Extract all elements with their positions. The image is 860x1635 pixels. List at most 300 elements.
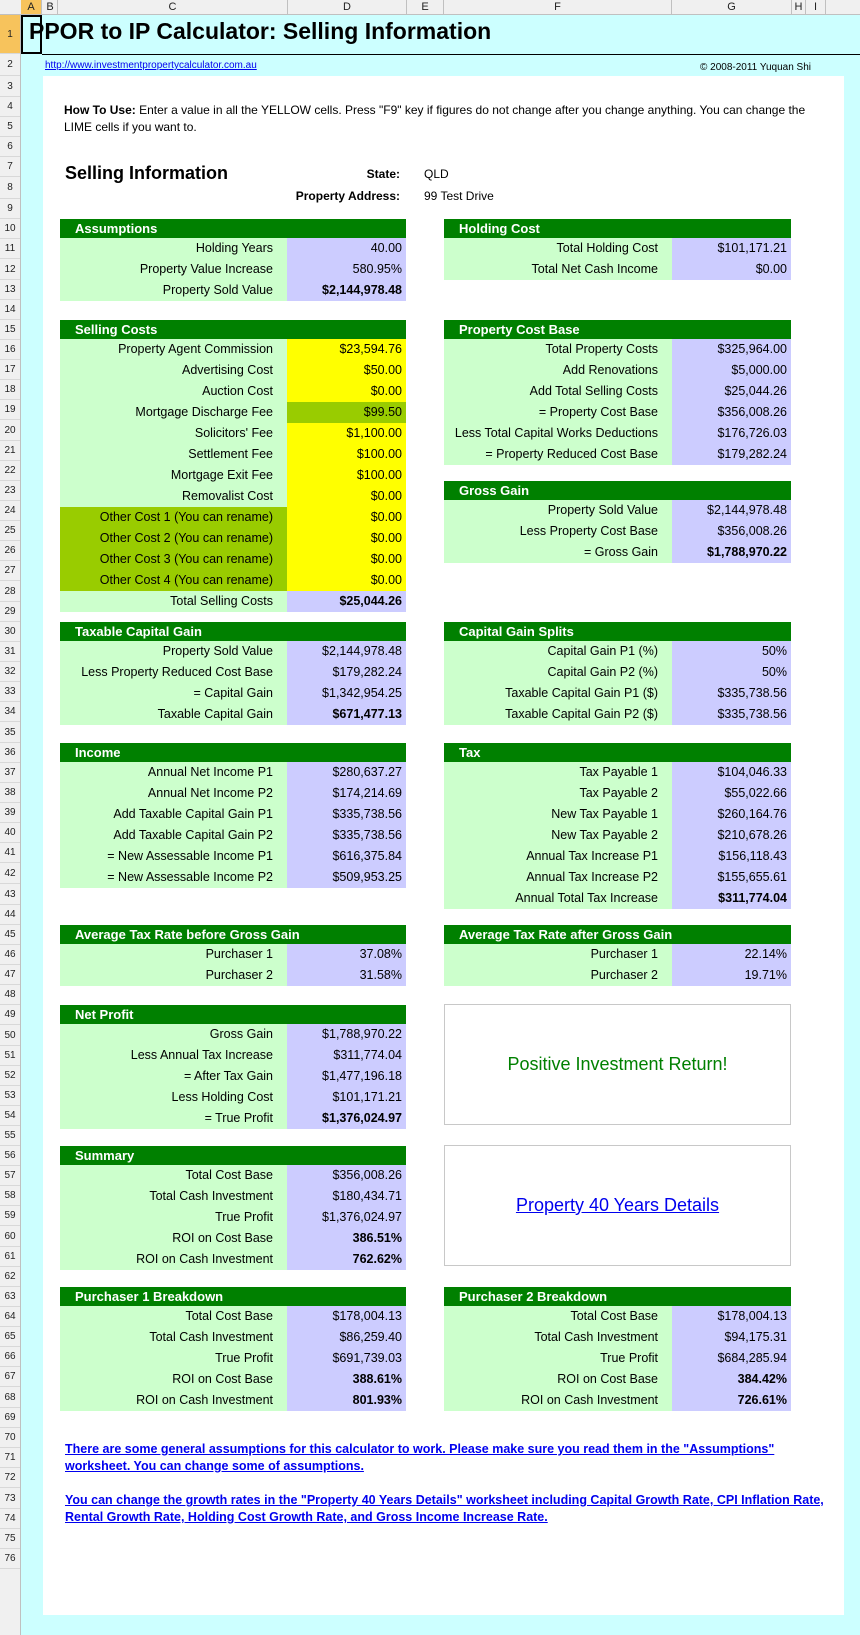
value-cell: $94,175.31 bbox=[672, 1327, 791, 1348]
investment-result-box bbox=[444, 1004, 791, 1125]
value-cell: 388.61% bbox=[287, 1369, 406, 1390]
row-label: ROI on Cost Base bbox=[60, 1369, 287, 1390]
table-row bbox=[60, 549, 406, 570]
value-cell: $1,788,970.22 bbox=[672, 542, 791, 563]
row-header-76[interactable]: 76 bbox=[0, 1549, 20, 1569]
row-label: = New Assessable Income P2 bbox=[60, 867, 287, 888]
table-row bbox=[444, 521, 791, 542]
row-label: Add Taxable Capital Gain P1 bbox=[60, 804, 287, 825]
p2-breakdown-table bbox=[444, 1287, 791, 1411]
value-cell: $25,044.26 bbox=[672, 381, 791, 402]
row-label: ROI on Cash Investment bbox=[60, 1390, 287, 1411]
table-row bbox=[60, 259, 406, 280]
how-to-use-instructions bbox=[64, 102, 824, 136]
row-header-58[interactable]: 58 bbox=[0, 1186, 20, 1206]
capital-gain-splits-table bbox=[444, 622, 791, 725]
value-cell: $335,738.56 bbox=[287, 825, 406, 846]
value-cell: $356,008.26 bbox=[672, 521, 791, 542]
table-row bbox=[60, 280, 406, 301]
table-row bbox=[60, 444, 406, 465]
selling-costs-header: Selling Costs bbox=[60, 320, 406, 339]
table-row bbox=[60, 683, 406, 704]
value-cell: 50% bbox=[672, 662, 791, 683]
row-header-29[interactable]: 29 bbox=[0, 602, 20, 622]
row-header-47[interactable]: 47 bbox=[0, 965, 20, 985]
row-header-38[interactable]: 38 bbox=[0, 783, 20, 803]
value-cell: $1,477,196.18 bbox=[287, 1066, 406, 1087]
table-row bbox=[60, 704, 406, 725]
table-row bbox=[60, 1108, 406, 1129]
row-header-8[interactable]: 8 bbox=[0, 177, 20, 199]
row-label: Less Property Reduced Cost Base bbox=[60, 662, 287, 683]
row-header-35[interactable]: 35 bbox=[0, 722, 20, 743]
table-row bbox=[60, 423, 406, 444]
row-label: True Profit bbox=[60, 1207, 287, 1228]
row-header-44[interactable]: 44 bbox=[0, 905, 20, 925]
column-header-g[interactable]: G bbox=[672, 0, 792, 14]
value-cell: $155,655.61 bbox=[672, 867, 791, 888]
avg-tax-after-table bbox=[444, 925, 791, 986]
row-label: Add Total Selling Costs bbox=[444, 381, 672, 402]
income-table bbox=[60, 743, 406, 888]
table-row bbox=[444, 867, 791, 888]
how-to-use-text: Enter a value in all the YELLOW cells. Press "F9" key if figures do not change after you change anything. You can change the LIME cells if you want to. bbox=[64, 103, 806, 134]
holding-cost-table bbox=[444, 219, 791, 280]
row-header-15[interactable]: 15 bbox=[0, 320, 20, 340]
gross-gain-header: Gross Gain bbox=[444, 481, 791, 500]
page-title: PPOR to IP Calculator: Selling Information bbox=[29, 18, 492, 44]
row-header-9[interactable]: 9 bbox=[0, 199, 20, 219]
row-header-46[interactable]: 46 bbox=[0, 945, 20, 965]
row-header-54[interactable]: 54 bbox=[0, 1106, 20, 1126]
property-cost-base-header: Property Cost Base bbox=[444, 320, 791, 339]
value-cell: $101,171.21 bbox=[672, 238, 791, 259]
row-header-68[interactable]: 68 bbox=[0, 1387, 20, 1408]
row-header-36[interactable]: 36 bbox=[0, 743, 20, 763]
tax-header: Tax bbox=[444, 743, 791, 762]
column-header-b[interactable]: B bbox=[43, 0, 58, 14]
tax-table bbox=[444, 743, 791, 909]
row-header-17[interactable]: 17 bbox=[0, 360, 20, 380]
row-label: Annual Net Income P1 bbox=[60, 762, 287, 783]
assumptions-note-link[interactable]: There are some general assumptions for this calculator to work. Please make sure you read them in the "Assumptions" worksheet. You can change some of assumptions. bbox=[65, 1442, 775, 1473]
gross-gain-table bbox=[444, 481, 791, 563]
row-header-61[interactable]: 61 bbox=[0, 1247, 20, 1267]
row-label: New Tax Payable 2 bbox=[444, 825, 672, 846]
taxable-capital-gain-header: Taxable Capital Gain bbox=[60, 622, 406, 641]
p1-breakdown-table bbox=[60, 1287, 406, 1411]
website-link[interactable]: http://www.investmentpropertycalculator.com.au bbox=[45, 60, 257, 71]
row-header-42[interactable]: 42 bbox=[0, 863, 20, 884]
row-label: New Tax Payable 1 bbox=[444, 804, 672, 825]
input-value-cell[interactable]: $99.50 bbox=[287, 402, 406, 423]
row-header-37[interactable]: 37 bbox=[0, 763, 20, 783]
value-cell: $178,004.13 bbox=[672, 1306, 791, 1327]
row-label: Capital Gain P1 (%) bbox=[444, 641, 672, 662]
value-cell: 22.14% bbox=[672, 944, 791, 965]
value-cell: $311,774.04 bbox=[672, 888, 791, 909]
row-label: Total Holding Cost bbox=[444, 238, 672, 259]
row-header-10[interactable]: 10 bbox=[0, 219, 20, 239]
row-label: Total Cash Investment bbox=[60, 1327, 287, 1348]
row-label: = Capital Gain bbox=[60, 683, 287, 704]
row-header-49[interactable]: 49 bbox=[0, 1005, 20, 1025]
value-cell: $179,282.24 bbox=[672, 444, 791, 465]
input-value-cell[interactable]: $0.00 bbox=[287, 486, 406, 507]
table-row bbox=[60, 570, 406, 591]
value-cell: 801.93% bbox=[287, 1390, 406, 1411]
state-value-cell[interactable]: QLD bbox=[424, 167, 449, 181]
row-header-52[interactable]: 52 bbox=[0, 1066, 20, 1086]
value-cell: $55,022.66 bbox=[672, 783, 791, 804]
row-header-62[interactable]: 62 bbox=[0, 1267, 20, 1287]
column-header-d[interactable]: D bbox=[288, 0, 407, 14]
row-header-2[interactable]: 2 bbox=[0, 54, 20, 76]
table-row bbox=[60, 1306, 406, 1327]
row-header-69[interactable]: 69 bbox=[0, 1408, 20, 1428]
row-label: Total Selling Costs bbox=[60, 591, 287, 612]
row-label: Capital Gain P2 (%) bbox=[444, 662, 672, 683]
value-cell: $335,738.56 bbox=[672, 704, 791, 725]
row-header-30[interactable]: 30 bbox=[0, 622, 20, 642]
avg-tax-after-header: Average Tax Rate after Gross Gain bbox=[444, 925, 791, 944]
row-label: True Profit bbox=[60, 1348, 287, 1369]
row-label: ROI on Cash Investment bbox=[444, 1390, 672, 1411]
value-cell: $210,678.26 bbox=[672, 825, 791, 846]
row-header-70[interactable]: 70 bbox=[0, 1428, 20, 1448]
row-header-4[interactable]: 4 bbox=[0, 97, 20, 117]
row-header-26[interactable]: 26 bbox=[0, 541, 20, 561]
row-header-25[interactable]: 25 bbox=[0, 521, 20, 541]
row-header-11[interactable]: 11 bbox=[0, 239, 20, 259]
table-row bbox=[60, 825, 406, 846]
table-row bbox=[60, 528, 406, 549]
table-row bbox=[444, 1348, 791, 1369]
table-row bbox=[444, 360, 791, 381]
value-cell: 19.71% bbox=[672, 965, 791, 986]
table-row bbox=[444, 339, 791, 360]
value-cell: $356,008.26 bbox=[672, 402, 791, 423]
income-header: Income bbox=[60, 743, 406, 762]
row-label: Annual Total Tax Increase bbox=[444, 888, 672, 909]
row-label: = Gross Gain bbox=[444, 542, 672, 563]
row-header-24[interactable]: 24 bbox=[0, 501, 20, 521]
row-header-19[interactable]: 19 bbox=[0, 400, 20, 420]
property-address-label: Property Address: bbox=[295, 189, 400, 203]
row-label[interactable]: Other Cost 2 (You can rename) bbox=[60, 528, 287, 549]
row-label: Property Sold Value bbox=[444, 500, 672, 521]
row-header-63[interactable]: 63 bbox=[0, 1287, 20, 1307]
row-label: Tax Payable 2 bbox=[444, 783, 672, 804]
table-row bbox=[444, 402, 791, 423]
table-row bbox=[444, 1306, 791, 1327]
input-value-cell[interactable]: $23,594.76 bbox=[287, 339, 406, 360]
value-cell: $311,774.04 bbox=[287, 1045, 406, 1066]
table-row bbox=[60, 1024, 406, 1045]
row-label: Purchaser 1 bbox=[444, 944, 672, 965]
value-cell: $86,259.40 bbox=[287, 1327, 406, 1348]
row-header-75[interactable]: 75 bbox=[0, 1529, 20, 1549]
value-cell: $179,282.24 bbox=[287, 662, 406, 683]
row-header-13[interactable]: 13 bbox=[0, 280, 20, 300]
row-label: ROI on Cash Investment bbox=[60, 1249, 287, 1270]
input-value-cell[interactable]: $0.00 bbox=[287, 570, 406, 591]
row-header-27[interactable]: 27 bbox=[0, 561, 20, 581]
row-label: Less Annual Tax Increase bbox=[60, 1045, 287, 1066]
table-row bbox=[60, 1087, 406, 1108]
row-label: Taxable Capital Gain P2 ($) bbox=[444, 704, 672, 725]
row-header-32[interactable]: 32 bbox=[0, 662, 20, 682]
holding-cost-header: Holding Cost bbox=[444, 219, 791, 238]
row-header-21[interactable]: 21 bbox=[0, 441, 20, 461]
table-row bbox=[60, 1066, 406, 1087]
row-header-16[interactable]: 16 bbox=[0, 340, 20, 360]
input-value-cell[interactable]: $0.00 bbox=[287, 381, 406, 402]
table-row bbox=[60, 591, 406, 612]
row-header-12[interactable]: 12 bbox=[0, 259, 20, 280]
growth-rates-note-link[interactable]: You can change the growth rates in the "Property 40 Years Details" worksheet including Capital Growth Rate, CPI Inflation Rate, Rental Growth Rate, Holding Cost Growth Rate, and Gross Income Increase Rate. bbox=[65, 1493, 824, 1524]
row-label: Annual Net Income P2 bbox=[60, 783, 287, 804]
table-row bbox=[444, 1327, 791, 1348]
row-header-53[interactable]: 53 bbox=[0, 1086, 20, 1106]
row-header-50[interactable]: 50 bbox=[0, 1025, 20, 1046]
row-label: ROI on Cost Base bbox=[444, 1369, 672, 1390]
net-profit-table bbox=[60, 1005, 406, 1129]
details-link-box bbox=[444, 1145, 791, 1266]
value-cell: $0.00 bbox=[672, 259, 791, 280]
table-row bbox=[60, 238, 406, 259]
row-label: Property Sold Value bbox=[60, 280, 287, 301]
column-header-c[interactable]: C bbox=[58, 0, 288, 14]
table-row bbox=[444, 542, 791, 563]
row-label: Add Renovations bbox=[444, 360, 672, 381]
input-value-cell[interactable]: $100.00 bbox=[287, 465, 406, 486]
row-header-57[interactable]: 57 bbox=[0, 1166, 20, 1186]
row-header-65[interactable]: 65 bbox=[0, 1327, 20, 1347]
row-label: Total Cost Base bbox=[60, 1165, 287, 1186]
table-row bbox=[60, 783, 406, 804]
row-label: Total Cash Investment bbox=[444, 1327, 672, 1348]
row-header-23[interactable]: 23 bbox=[0, 481, 20, 501]
value-cell: $1,788,970.22 bbox=[287, 1024, 406, 1045]
row-label: Advertising Cost bbox=[60, 360, 287, 381]
row-label: Less Property Cost Base bbox=[444, 521, 672, 542]
row-header-73[interactable]: 73 bbox=[0, 1488, 20, 1509]
title-divider bbox=[42, 54, 860, 55]
value-cell: $156,118.43 bbox=[672, 846, 791, 867]
row-label: Tax Payable 1 bbox=[444, 762, 672, 783]
table-row bbox=[444, 944, 791, 965]
how-to-use-label: How To Use: bbox=[64, 103, 136, 117]
table-row bbox=[444, 683, 791, 704]
input-value-cell[interactable]: $50.00 bbox=[287, 360, 406, 381]
value-cell: $671,477.13 bbox=[287, 704, 406, 725]
row-header-5[interactable]: 5 bbox=[0, 117, 20, 137]
table-row bbox=[444, 704, 791, 725]
row-header-72[interactable]: 72 bbox=[0, 1468, 20, 1488]
value-cell: $180,434.71 bbox=[287, 1186, 406, 1207]
value-cell: $2,144,978.48 bbox=[672, 500, 791, 521]
row-label: = After Tax Gain bbox=[60, 1066, 287, 1087]
row-label: Taxable Capital Gain P1 ($) bbox=[444, 683, 672, 704]
row-label: Taxable Capital Gain bbox=[60, 704, 287, 725]
row-label: Purchaser 2 bbox=[60, 965, 287, 986]
row-header-6[interactable]: 6 bbox=[0, 137, 20, 157]
table-row bbox=[60, 1390, 406, 1411]
row-header-41[interactable]: 41 bbox=[0, 843, 20, 863]
row-label: Less Total Capital Works Deductions bbox=[444, 423, 672, 444]
value-cell: 726.61% bbox=[672, 1390, 791, 1411]
table-row bbox=[444, 825, 791, 846]
table-row bbox=[60, 507, 406, 528]
property-40-years-details-link[interactable]: Property 40 Years Details bbox=[515, 1195, 720, 1215]
property-address-value-cell[interactable]: 99 Test Drive bbox=[424, 189, 494, 203]
row-label: Property Value Increase bbox=[60, 259, 287, 280]
row-label: Add Taxable Capital Gain P2 bbox=[60, 825, 287, 846]
row-header-59[interactable]: 59 bbox=[0, 1206, 20, 1226]
row-label: Auction Cost bbox=[60, 381, 287, 402]
input-value-cell[interactable]: $0.00 bbox=[287, 528, 406, 549]
row-header-14[interactable]: 14 bbox=[0, 300, 20, 320]
property-cost-base-table bbox=[444, 320, 791, 465]
value-cell: $509,953.25 bbox=[287, 867, 406, 888]
table-row bbox=[60, 944, 406, 965]
row-header-43[interactable]: 43 bbox=[0, 884, 20, 905]
row-label: Removalist Cost bbox=[60, 486, 287, 507]
value-cell: $101,171.21 bbox=[287, 1087, 406, 1108]
table-row bbox=[444, 444, 791, 465]
row-header-55[interactable]: 55 bbox=[0, 1126, 20, 1146]
avg-tax-before-header: Average Tax Rate before Gross Gain bbox=[60, 925, 406, 944]
value-cell: $335,738.56 bbox=[287, 804, 406, 825]
row-header-64[interactable]: 64 bbox=[0, 1307, 20, 1327]
row-header-bar bbox=[0, 15, 21, 1635]
table-row bbox=[60, 402, 406, 423]
column-header-f[interactable]: F bbox=[444, 0, 672, 14]
table-row bbox=[444, 783, 791, 804]
value-cell: 40.00 bbox=[287, 238, 406, 259]
row-header-7[interactable]: 7 bbox=[0, 157, 20, 177]
copyright-text: © 2008-2011 Yuquan Shi bbox=[700, 62, 811, 73]
row-header-31[interactable]: 31 bbox=[0, 642, 20, 662]
column-header-a[interactable]: A bbox=[21, 0, 42, 14]
table-row bbox=[444, 662, 791, 683]
row-label: Annual Tax Increase P2 bbox=[444, 867, 672, 888]
assumptions-table bbox=[60, 219, 406, 301]
table-row bbox=[60, 465, 406, 486]
table-row bbox=[444, 259, 791, 280]
row-header-18[interactable]: 18 bbox=[0, 380, 20, 400]
value-cell: $1,342,954.25 bbox=[287, 683, 406, 704]
row-header-40[interactable]: 40 bbox=[0, 823, 20, 843]
value-cell: $691,739.03 bbox=[287, 1348, 406, 1369]
table-row bbox=[60, 1249, 406, 1270]
table-row bbox=[60, 381, 406, 402]
table-row bbox=[444, 381, 791, 402]
row-label: Total Cost Base bbox=[444, 1306, 672, 1327]
value-cell: 31.58% bbox=[287, 965, 406, 986]
row-header-45[interactable]: 45 bbox=[0, 925, 20, 945]
value-cell: $260,164.76 bbox=[672, 804, 791, 825]
row-label: ROI on Cost Base bbox=[60, 1228, 287, 1249]
row-header-20[interactable]: 20 bbox=[0, 420, 20, 441]
row-label[interactable]: Other Cost 3 (You can rename) bbox=[60, 549, 287, 570]
input-value-cell[interactable]: $0.00 bbox=[287, 507, 406, 528]
row-label: Property Sold Value bbox=[60, 641, 287, 662]
value-cell: 384.42% bbox=[672, 1369, 791, 1390]
row-label: = Property Cost Base bbox=[444, 402, 672, 423]
value-cell: 37.08% bbox=[287, 944, 406, 965]
row-header-71[interactable]: 71 bbox=[0, 1448, 20, 1468]
row-header-28[interactable]: 28 bbox=[0, 581, 20, 602]
table-row bbox=[444, 500, 791, 521]
row-header-67[interactable]: 67 bbox=[0, 1367, 20, 1387]
row-header-48[interactable]: 48 bbox=[0, 985, 20, 1005]
table-row bbox=[60, 965, 406, 986]
value-cell: $356,008.26 bbox=[287, 1165, 406, 1186]
value-cell: $25,044.26 bbox=[287, 591, 406, 612]
column-header-h[interactable]: H bbox=[792, 0, 806, 14]
row-header-1[interactable]: 1 bbox=[0, 15, 20, 54]
column-header-e[interactable]: E bbox=[407, 0, 444, 14]
value-cell: $1,376,024.97 bbox=[287, 1108, 406, 1129]
value-cell: $325,964.00 bbox=[672, 339, 791, 360]
value-cell: $280,637.27 bbox=[287, 762, 406, 783]
row-header-66[interactable]: 66 bbox=[0, 1347, 20, 1367]
row-label: Total Cash Investment bbox=[60, 1186, 287, 1207]
row-header-51[interactable]: 51 bbox=[0, 1046, 20, 1066]
table-row bbox=[444, 965, 791, 986]
value-cell: $2,144,978.48 bbox=[287, 641, 406, 662]
table-row bbox=[60, 867, 406, 888]
row-label: = Property Reduced Cost Base bbox=[444, 444, 672, 465]
row-label: True Profit bbox=[444, 1348, 672, 1369]
column-header-bar bbox=[0, 0, 860, 15]
table-row bbox=[444, 888, 791, 909]
net-profit-header: Net Profit bbox=[60, 1005, 406, 1024]
row-label[interactable]: Other Cost 4 (You can rename) bbox=[60, 570, 287, 591]
row-header-22[interactable]: 22 bbox=[0, 461, 20, 481]
table-row bbox=[444, 804, 791, 825]
row-header-60[interactable]: 60 bbox=[0, 1226, 20, 1247]
row-label: Annual Tax Increase P1 bbox=[444, 846, 672, 867]
input-value-cell[interactable]: $1,100.00 bbox=[287, 423, 406, 444]
row-header-34[interactable]: 34 bbox=[0, 702, 20, 722]
table-row bbox=[444, 238, 791, 259]
table-row bbox=[60, 662, 406, 683]
column-header-i[interactable]: I bbox=[806, 0, 826, 14]
row-header-74[interactable]: 74 bbox=[0, 1509, 20, 1529]
value-cell: 580.95% bbox=[287, 259, 406, 280]
row-header-39[interactable]: 39 bbox=[0, 803, 20, 823]
row-header-33[interactable]: 33 bbox=[0, 682, 20, 702]
summary-header: Summary bbox=[60, 1146, 406, 1165]
row-label[interactable]: Other Cost 1 (You can rename) bbox=[60, 507, 287, 528]
p1-breakdown-header: Purchaser 1 Breakdown bbox=[60, 1287, 406, 1306]
row-header-3[interactable]: 3 bbox=[0, 76, 20, 97]
table-row bbox=[60, 1228, 406, 1249]
avg-tax-before-table bbox=[60, 925, 406, 986]
table-row bbox=[60, 1348, 406, 1369]
input-value-cell[interactable]: $0.00 bbox=[287, 549, 406, 570]
row-label: = True Profit bbox=[60, 1108, 287, 1129]
table-row bbox=[60, 762, 406, 783]
row-header-56[interactable]: 56 bbox=[0, 1146, 20, 1166]
row-label: Purchaser 2 bbox=[444, 965, 672, 986]
input-value-cell[interactable]: $100.00 bbox=[287, 444, 406, 465]
table-row bbox=[444, 846, 791, 867]
selling-costs-table bbox=[60, 320, 406, 612]
